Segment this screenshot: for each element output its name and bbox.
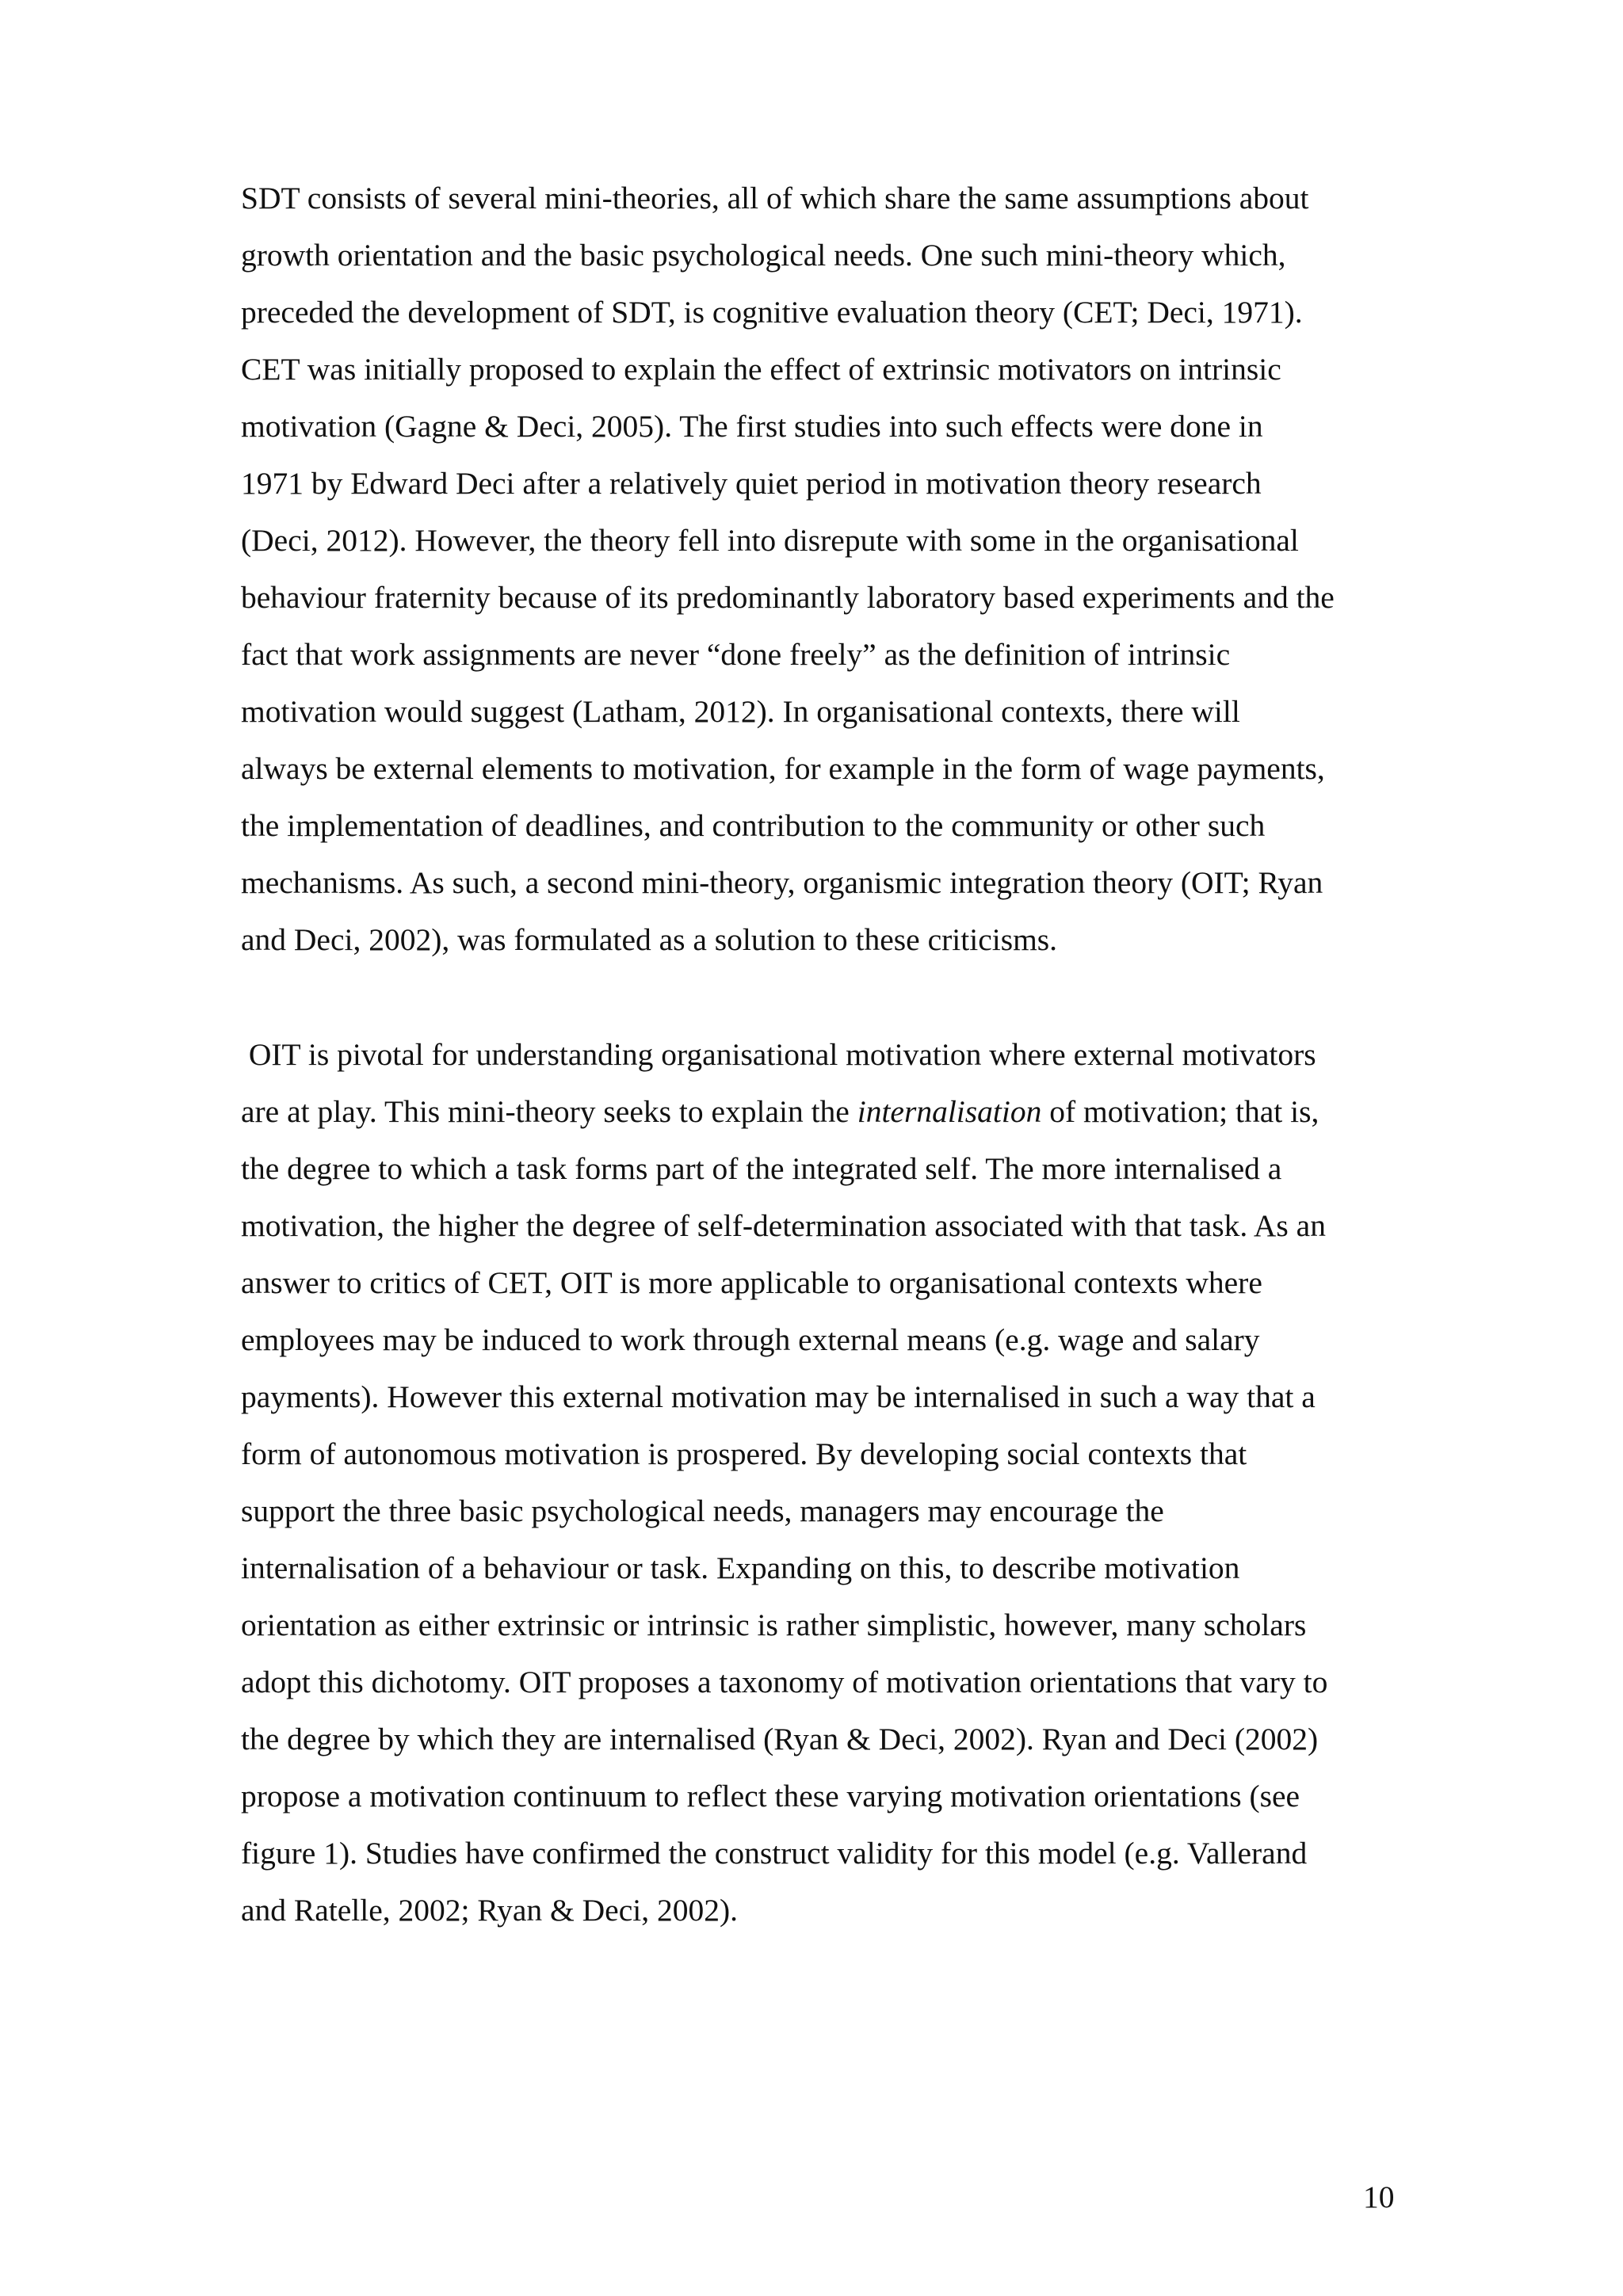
text-line: and Ratelle, 2002; Ryan & Deci, 2002). (241, 1893, 738, 1928)
text-line: support the three basic psychological needs, managers may encourage the (241, 1493, 1164, 1528)
text-line: growth orientation and the basic psychological needs. One such mini-theory which, (241, 238, 1286, 273)
text-line: behaviour fraternity because of its predominantly laboratory based experiments and the (241, 580, 1335, 615)
text-line: employees may be induced to work through external means (e.g. wage and salary (241, 1322, 1260, 1357)
page-number: 10 (1363, 2180, 1395, 2214)
text-line: figure 1). Studies have confirmed the construct validity for this model (e.g. Vallerand (241, 1836, 1308, 1871)
text-line: the degree to which a task forms part of the integrated self. The more internalised a (241, 1151, 1282, 1186)
text-line: motivation would suggest (Latham, 2012). In organisational contexts, there will (241, 694, 1240, 729)
text-line: propose a motivation continuum to reflect these varying motivation orientations (see (241, 1779, 1300, 1814)
text-line: answer to critics of CET, OIT is more applicable to organisational contexts where (241, 1265, 1262, 1300)
text-line: and Deci, 2002), was formulated as a solution to these criticisms. (241, 922, 1058, 957)
text-line: (Deci, 2012). However, the theory fell into disrepute with some in the organisational (241, 523, 1299, 558)
text-line: motivation (Gagne & Deci, 2005). The first studies into such effects were done in (241, 409, 1263, 444)
text-line: SDT consists of several mini-theories, all of which share the same assumptions about (241, 181, 1309, 215)
text-line: the implementation of deadlines, and contribution to the community or other such (241, 808, 1266, 843)
text-line: 1971 by Edward Deci after a relatively quiet period in motivation theory research (241, 466, 1262, 501)
text-line: orientation as either extrinsic or intrinsic is rather simplistic, however, many scholars (241, 1608, 1307, 1642)
text-run: are at play. This mini-theory seeks to explain the (241, 1094, 857, 1129)
text-line (241, 1094, 1319, 1129)
text-line: motivation, the higher the degree of self-determination associated with that task. As an (241, 1208, 1326, 1243)
text-line: payments). However this external motivation may be internalised in such a way that a (241, 1379, 1316, 1414)
text-line: form of autonomous motivation is prospered. By developing social contexts that (241, 1436, 1247, 1471)
text-run: of motivation; that is, (1041, 1094, 1319, 1129)
text-line: always be external elements to motivation, for example in the form of wage payments, (241, 751, 1325, 786)
emphasis-internalisation: internalisation (857, 1094, 1042, 1129)
text-line: fact that work assignments are never “done freely” as the definition of intrinsic (241, 637, 1231, 672)
text-line: the degree by which they are internalised (Ryan & Deci, 2002). Ryan and Deci (2002) (241, 1722, 1319, 1756)
text-line: adopt this dichotomy. OIT proposes a taxonomy of motivation orientations that vary to (241, 1665, 1328, 1699)
text-line: OIT is pivotal for understanding organisational motivation where external motivators (241, 1037, 1316, 1072)
text-line: mechanisms. As such, a second mini-theory, organismic integration theory (OIT; Ryan (241, 865, 1323, 900)
text-line: CET was initially proposed to explain the effect of extrinsic motivators on intrinsic (241, 352, 1281, 387)
text-line: internalisation of a behaviour or task. Expanding on this, to describe motivation (241, 1550, 1240, 1585)
text-line: preceded the development of SDT, is cognitive evaluation theory (CET; Deci, 1971). (241, 295, 1303, 330)
